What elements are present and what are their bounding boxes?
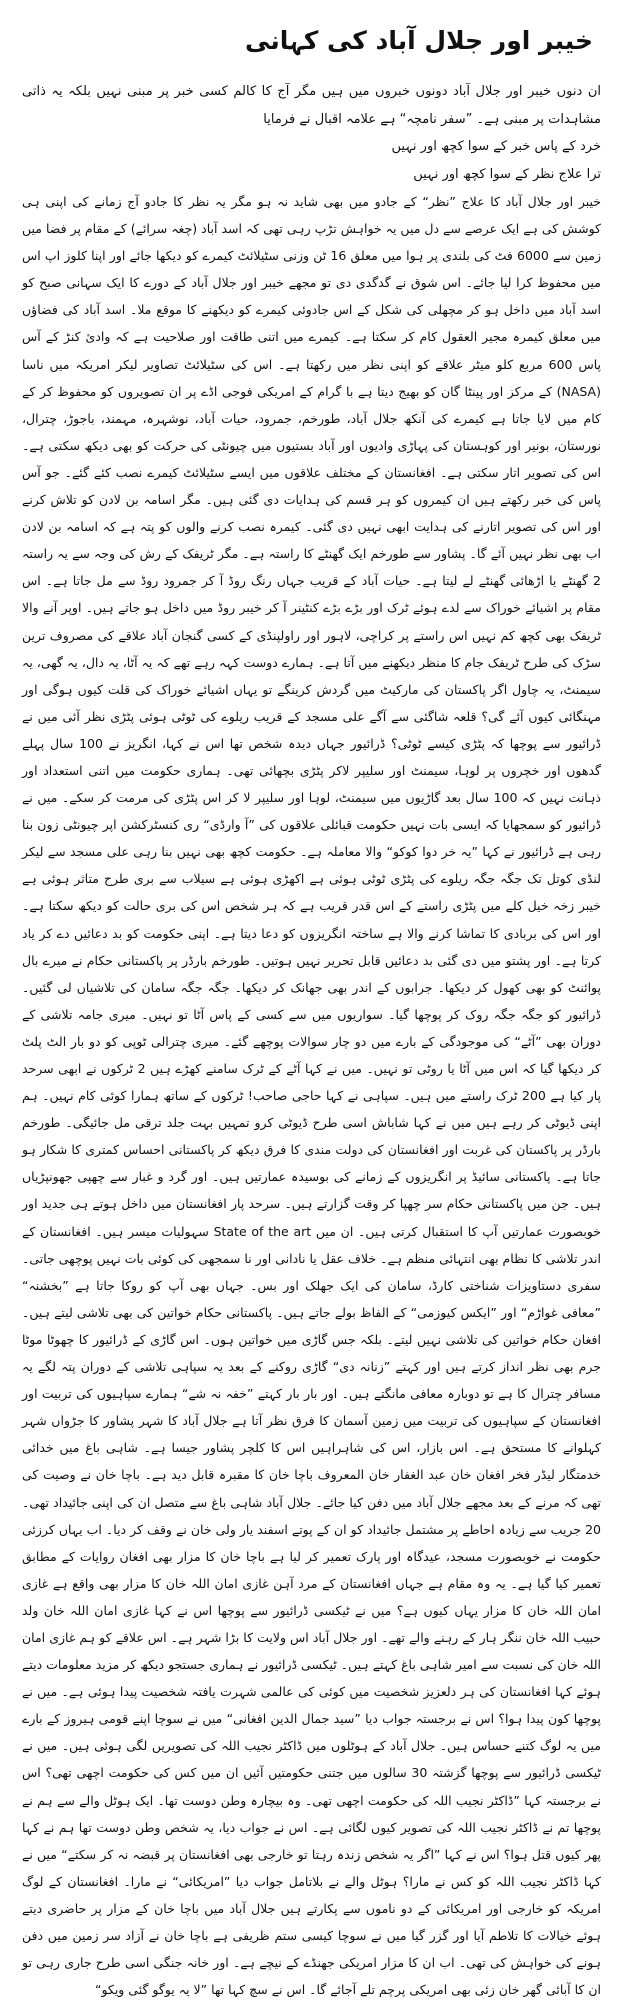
article-intro: ان دنوں خیبر اور جلال آباد دونوں خبروں میں ہیں مگر آج کا کالم کسی خبر پر مبنی نہیں بلکہ یہ ذاتی مشاہدات پر مبنی ہے۔ ”سفر نامچہ“ ہے علامہ اقبال نے فرمایا <box>22 84 601 127</box>
article-body: خیبر اور جلال آباد کا علاج ”نظر“ کے جادو میں بھی شاید نہ ہو مگر یہ نظر کا جادو آج زمانے کی اپنی ہی کوشش کی ہے ایک عرصے سے دل میں یہ خواہش تڑپ رہی تھی کہ اسد آباد (چغہ سرائے) کے مقام پر فضا میں زمین سے 6000 فٹ کی بلندی پر ہوا میں معلق 16 ٹن وزنی سٹیلائٹ کیمرے کو دیکھا جائے اور اپنا کلوز اپ اس میں محفوظ کرا لیا جائے۔ اس شوق نے گدگدی دی تو مجھے خیبر اور جلال آباد کے دورے کا ایک سہانی صبح کو اسد آباد میں داخل ہو کر مچھلی کی شکل کے اس جادوئی کیمرے کو دیکھنے کا موقع ملا۔ اسد آباد کی فضاؤں میں معلق کیمرہ مجیر العقول کام کر سکتا ہے۔ کیمرے میں اتنی طاقت اور صلاحیت ہے کہ وادئ کنڑ کے آس پاس 600 مربع کلو میٹر علاقے کو اپنی نظر میں رکھتا ہے۔ اس کی سٹیلائٹ تصاویر لیکر امریکہ میں ناسا (NASA) کے مرکز اور پینٹا گان کو بھیج دیتا ہے با گرام کے امریکی فوجی اڈے پر ان تصویروں کو محفوظ کر کے کام میں لایا جاتا ہے کیمرے کی آنکھ جلال آباد، طورخم، جمرود، حیات آباد، نوشہرہ، مہمند، باجوڑ، چترال، نورستان، بونیر اور کوہستان کی پہاڑی وادیوں اور آباد بستیوں میں چیونٹی کی حرکت کو بھی دیکھ سکتی ہے۔ اس کی تصویر اتار سکتی ہے۔ افغانستان کے مختلف علاقوں میں ایسے سٹیلائٹ کیمرے نصب کئے گئے۔ جو آس پاس کی خبر رکھتے ہیں ان کیمروں کو ہر قسم کی ہدایات دی گئی ہیں۔ مگر اسامہ بن لادن کو تلاش کرنے اور اس کی تصویر اتارنے کی ہدایت ابھی نہیں دی گئی۔ کیمرہ نصب کرنے والوں کو پتہ ہے کہ اسامہ بن لادن اب بھی نظر نہیں آئے گا۔ پشاور سے طورخم ایک گھنٹے کا راستہ ہے۔ مگر ٹریفک کے رش کی وجہ سے یہ راستہ 2 گھنٹے یا اڑھائی گھنٹے لے لیتا ہے۔ حیات آباد کے قریب جہاں رنگ روڈ آ کر جمرود روڈ سے مل جاتا ہے۔ اس مقام پر اشیائے خوراک سے لدے ہوئے ٹرک اور بڑے بڑے کنٹینر آ کر خیبر روڈ میں داخل ہو جاتے ہیں۔ اوپر آنے والا ٹریفک بھی کچھ کم نہیں اس راستے پر کراچی، لاہور اور راولپنڈی کے کسی گنجان آباد علاقے کی مصروف ترین سڑک کی طرح ٹریفک جام کا منظر دیکھنے میں آتا ہے۔ ہمارے دوست کہہ رہے تھے کہ یہ آٹا، یہ دال، یہ گھی، یہ سیمنٹ، یہ چاول اگر پاکستان کی مارکیٹ میں گردش کرینگے تو یہاں اشیائے خوراک کی قلت کیوں ہوگی اور مہنگائی کیوں آئے گی؟ قلعہ شاگئی سے آگے علی مسجد کے قریب ریلوے کی ٹوٹی ہوئی پٹڑی نظر آئی میں نے ڈرائیور سے پوچھا کہ پٹڑی کیسے ٹوٹی؟ ڈرائیور جہاں دیدہ شخص تھا اس نے کہا، انگریز نے 100 سال پہلے گدھوں اور خچروں پر لوہا، سیمنٹ اور سلیپر لاکر پٹڑی بچھائی تھی۔ ہماری حکومت میں اتنی استعداد اور ذہانت نہیں کہ 100 سال بعد گاڑیوں میں سیمنٹ، لوہا اور سلیپر لا کر اس پٹڑی کی مرمت کر سکے۔ میں نے ڈرائیور کو سمجھایا کہ ایسی بات نہیں حکومت قبائلی علاقوں کی ”آ وارڈی“ ری کنسٹرکشن اپر چیونٹی زون بنا رہی ہے ڈرائیور نے کہا ”یہ خر دوا کوکو“ والا معاملہ ہے۔ حکومت کچھ بھی نہیں بنا رہی علی مسجد سے لیکر لنڈی کوتل تک جگہ جگہ ریلوے کی پٹڑی ٹوٹی ہوئی ہے اکھڑی ہوئی ہے سیلاب سے بری طرح متاثر ہوئی ہے خیبر زخہ خیل کلے میں پٹڑی راستے کے اس قدر قریب ہے کہ ہر شخص اس کی بری حالت کو دیکھ سکتا ہے۔ اور اس کی بربادی کا تماشا کرنے والا ہے ساختہ انگریزوں کو دعا دیتا ہے۔ اپنی حکومت کو بد دعائیں دے کر یاد کرتا ہے۔ اور پشتو میں دی گئی بد دعائیں قابل تحریر نہیں ہوتیں۔ طورخم بارڈر پر پاکستانی حکام نے میرے بال پوائنٹ کو بھی کھول کر دیکھا۔ جرابوں کے اندر بھی جھانک کر دیکھا۔ جگہ جگہ سامان کی تلاشیاں لی گئیں۔ ڈرائیور کو جگہ جگہ روک کر پوچھا گیا۔ سواریوں میں سے کسی کے پاس آٹا تو نہیں۔ میری جامہ تلاشی کے دوران بھی ”آٹے“ کی موجودگی کے بارے میں دو چار سوالات پوچھے گئے۔ میری چترالی ٹوپی کو دو بار الٹ پلٹ کر دیکھا گیا کہ اس میں آٹا یا روٹی تو نہیں۔ میں نے کہا آٹے کے ٹرک سامنے کھڑے ہیں 2 ٹرکوں نے ابھی سرحد پار کیا ہے 200 ٹرک راستے میں ہیں۔ سپاہی نے کہا حاجی صاحب! ٹرکوں کے ساتھ ہمارا کوئی کام نہیں۔ ہم اپنی ڈیوٹی کر رہے ہیں میں نے کہا شاباش اسی طرح ڈیوٹی کرو تمہیں بہت جلد ترقی مل جائیگی۔ طورخم بارڈر پر پاکستان کی غربت اور افغانستان کی دولت مندی کا فرق دیکھ کر پاکستانی احساس کمتری کا شکار ہو جاتا ہے۔ پاکستانی سائیڈ پر انگریزوں کے زمانے کی بوسیدہ عمارتیں ہیں۔ اور گرد و غبار سے چھپی جھونپڑیاں ہیں۔ جن میں پاکستانی حکام سر چھپا کر وقت گزارتے ہیں۔ سرحد پار افغانستان میں داخل ہوتے ہی جدید اور خوبصورت عمارتیں آپ کا استقبال کرتی ہیں۔ ان میں State of the art سہولیات میسر ہیں۔ افغانستان کے اندر تلاشی کا نظام بھی انتہائی منظم ہے۔ خلاف عقل یا نادانی اور نا سمجھی کی کوئی بات نہیں پوچھی جاتی۔ سفری دستاویزات شناختی کارڈ، سامان کی ایک جھلک اور بس۔ جہاں بھی آپ کو روکا جاتا ہے ”بخشنہ“ ”معافی غواڑم“ اور ”ایکس کیوزمی“ کے الفاظ بولے جاتے ہیں۔ پاکستانی حکام خواتین کی بھی تلاشی لیتے ہیں۔ افغان حکام خواتین کی تلاشی نہیں لیتے۔ بلکہ جس گاڑی میں خواتین ہوں۔ اس گاڑی کے ڈرائیور کا چھوٹا موٹا جرم بھی نظر انداز کرتے ہیں اور کہتے ”زنانہ دی“ گاڑی روکنے کے بعد یہ سپاہی تلاشی کے دوران پتہ لگے یہ مسافر چترال کا ہے تو دوبارہ معافی مانگتے ہیں۔ اور بار بار کہتے ”خفہ نہ شے“ ہمارے سپاہیوں کی تربیت اور افغانستان کے سپاہیوں کی تربیت میں زمین آسمان کا فرق نظر آتا ہے جلال آباد کا شہر پشاور کا جڑواں شہر کہلوانے کا مستحق ہے۔ اس بازار، اس کی شاہراہیں اس کا کلچر پشاور جیسا ہے۔ شاہی باغ میں خدائی خدمتگار لیڈر فخر افغان خان عبد الغفار خان المعروف باچا خان کا مقبرہ قابل دید ہے۔ باچا خان نے وصیت کی تھی کہ مرنے کے بعد مجھے جلال آباد میں دفن کیا جائے۔ جلال آباد شاہی باغ سے متصل ان کی اپنی جائیداد تھی۔ 20 جریب سے زیادہ احاطے پر مشتمل جائیداد کو ان کے پوتے اسفند یار ولی خان نے وقف کر دیا۔ اب یہاں کرزئی حکومت نے خوبصورت مسجد، عیدگاہ اور پارک تعمیر کر لیا ہے باچا خان کا مزار بھی افغان روایات کے مطابق تعمیر کیا گیا ہے۔ یہ وہ مقام ہے جہاں افغانستان کے مرد آہن غازی امان اللہ خان کا مزار بھی واقع ہے غازی امان اللہ خان کا مزار یہاں کیوں ہے؟ میں نے ٹیکسی ڈرائیور سے پوچھا اس نے کہا غازی امان اللہ خان ولد حبیب اللہ خان ننگر ہار کے رہنے والے تھے۔ اور جلال آباد اس ولایت کا بڑا شہر ہے۔ اس علاقے کو ہم غازی امان اللہ خان کی نسبت سے امیر شاہی باغ کہتے ہیں۔ ٹیکسی ڈرائیور نے ہماری جستجو دیکھ کر مزید معلومات دیتے ہوئے کہا افغانستان کی ہر دلعزیز شخصیت میں کوئی کی عالمی شہرت یافتہ شخصیت پیدا ہوئی ہے۔ میں نے پوچھا کون پیدا ہوا؟ اس نے برجستہ جواب دیا ”سید جمال الدین افغانی“ میں نے سوچا اپنے قومی ہیروز کے بارے میں یہ لوگ کتنے حساس ہیں۔ جلال آباد کے ہوٹلوں میں ڈاکٹر نجیب اللہ کی تصویریں لگی ہوئی ہیں۔ میں نے ٹیکسی ڈرائیور سے پوچھا گزشتہ 30 سالوں میں جتنی حکومتیں آئیں ان میں کس کی حکومت اچھی تھی؟ اس نے برجستہ کہا ”ڈاکٹر نجیب اللہ کی حکومت اچھی تھی۔ وہ بیچارہ وطن دوست تھا۔ ایک ہوٹل والے سے ہم نے پوچھا تم نے ڈاکٹر نجیب اللہ کی تصویر کیوں لگائی ہے۔ اس نے جواب دیا، یہ شخص وطن دوست تھا ہم نے کہا پھر کیوں قتل ہوا؟ اس نے کہا ”اگر یہ شخص زندہ رہتا تو خارجی بھی افغانستان پر قبضہ نہ کر سکتے“ میں نے کہا ڈاکٹر نجیب اللہ کو کس نے مارا؟ ہوٹل والے نے بلاتامل جواب دیا ”امریکائی“ نے مارا۔ افغانستان کے لوگ امریکہ کو خارجی اور امریکائی کے دو ناموں سے پکارتے ہیں جلال آباد میں باچا خان کے مزار پر حاضری دیتے ہوئے خیالات کا تلاطم آیا اور گزر گیا میں نے سوچا کیسی ستم ظریفی ہے باچا خان نے آزاد سر زمین میں دفن ہونے کی خواہش کی تھی۔ اب ان کا مزار امریکی جھنڈے کے نیچے ہے۔ اور خانہ جنگی اسی طرح جاری رہی تو ان کا آبائی گھر خان زئی بھی امریکی پرچم تلے آجائے گا۔ اس نے سچ کہا تھا ”لا یہ یوگو گئی ویکو“ <box>22 194 602 1998</box>
verse-line-1: خرد کے پاس خبر کے سوا کچھ اور نہیں <box>391 139 601 154</box>
article-title: خیبر اور جلال آباد کی کہانی <box>245 26 593 55</box>
verse-line-2: ترا علاج نظر کے سوا کچھ اور نہیں <box>413 166 601 182</box>
